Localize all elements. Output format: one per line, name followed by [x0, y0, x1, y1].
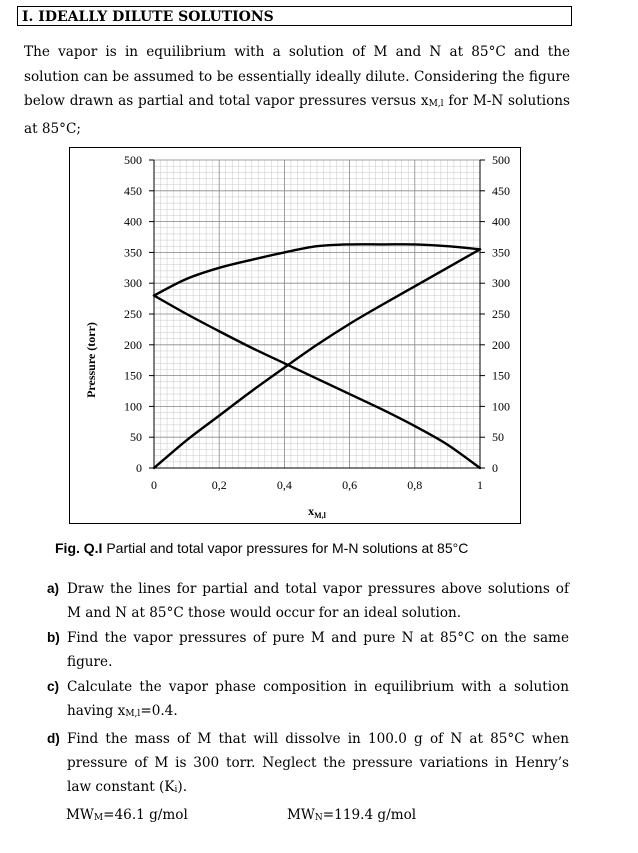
y-tick-label-left: 200 — [124, 337, 142, 352]
question-b — [47, 626, 569, 674]
y-tick-label-right: 150 — [492, 368, 510, 383]
x-tick-label: 0 — [151, 478, 157, 492]
question-b-label: b) — [47, 630, 60, 645]
y-tick-label-left: 0 — [136, 461, 142, 475]
y-tick-label-left: 100 — [124, 399, 142, 414]
intro-var-sub: M,l — [428, 99, 444, 109]
x-tick-labels — [151, 478, 483, 492]
molar-mass-m-value: =46.1 g/mol — [103, 807, 188, 823]
y-tick-label-right: 100 — [492, 399, 510, 414]
molar-mass-m — [66, 807, 188, 823]
question-c-var-sub: M,l — [125, 709, 141, 719]
question-c — [47, 675, 569, 726]
y-tick-label-left: 350 — [124, 245, 142, 260]
question-d — [47, 727, 569, 802]
y-tick-label-right: 50 — [492, 430, 504, 445]
y-tick-label-right: 350 — [492, 245, 510, 260]
question-b-text: Find the vapor pressures of pure M and pure N at 85°C on the same figure. — [67, 630, 569, 670]
question-list — [47, 577, 569, 802]
question-d-text-1: Find the mass of M that will dissolve in 100.0 g of N at 85°C when pressure of M is 300 torr. Neglect the pressure variations in Henry’s law constant (K — [67, 731, 569, 795]
y-tick-label-left: 450 — [124, 183, 142, 198]
intro-text-1: The vapor is in equilibrium with a solution of M and N at 85°C and the solution can be assumed to be essentially ideally dilute. Considering the figure below drawn as partial and total vapor pressures versus — [24, 44, 570, 109]
x-tick-label: 0,6 — [342, 478, 358, 492]
question-c-text-1: Calculate the vapor phase composition in equilibrium with a solution having — [67, 679, 569, 719]
molar-mass-n-prefix: MW — [287, 807, 315, 823]
x-axis-label-sub: M,l — [314, 511, 326, 520]
y-tick-label-right: 200 — [492, 337, 510, 352]
y-tick-label-left: 150 — [124, 368, 142, 383]
molar-mass-n-value: =119.4 g/mol — [322, 807, 417, 823]
x-axis-label-main: x — [308, 504, 315, 518]
question-a-text: Draw the lines for partial and total vapor pressures above solutions of M and N at 85°C those would occur for an ideal solution. — [67, 581, 569, 621]
y-tick-labels-right — [492, 153, 510, 475]
molar-mass-n-sub: N — [314, 813, 323, 823]
y-tick-label-left: 400 — [124, 214, 142, 229]
figure-frame — [69, 147, 521, 524]
x-tick-label: 0,2 — [211, 478, 227, 492]
caption-text: Partial and total vapor pressures for M-N solutions at 85°C — [102, 540, 469, 556]
molar-mass-m-prefix: MW — [66, 807, 94, 823]
section-title: I. IDEALLY DILUTE SOLUTIONS — [17, 6, 572, 26]
question-c-text-2: =0.4. — [140, 703, 178, 719]
y-tick-label-right: 500 — [492, 153, 510, 167]
molar-mass-m-sub: M — [93, 813, 104, 823]
y-tick-label-left: 500 — [124, 153, 142, 167]
y-axis-label: Pressure (torr) — [84, 322, 98, 398]
y-tick-label-right: 300 — [492, 276, 510, 291]
y-tick-label-left: 250 — [124, 307, 142, 321]
y-tick-label-left: 300 — [124, 276, 142, 291]
x-tick-label: 1 — [477, 478, 483, 492]
y-tick-label-left: 50 — [130, 430, 142, 445]
x-tick-label: 0,4 — [276, 478, 292, 492]
y-tick-labels-left — [124, 153, 142, 475]
question-d-text-2: ). — [177, 779, 188, 795]
molar-mass-n — [287, 807, 416, 823]
x-tick-label: 0,8 — [407, 478, 423, 492]
question-d-label: d) — [47, 731, 60, 746]
intro-text-2: for M-N solutions at 85°C; — [24, 93, 570, 137]
y-tick-label-right: 0 — [492, 461, 498, 475]
question-d-sub: i — [174, 785, 178, 795]
intro-var: x — [420, 93, 429, 109]
y-tick-label-right: 450 — [492, 183, 510, 198]
caption-label: Fig. Q.I — [55, 540, 103, 556]
x-axis-label — [308, 504, 327, 520]
intro-paragraph — [24, 40, 570, 141]
question-c-var: x — [117, 703, 126, 719]
figure-caption — [55, 540, 468, 556]
question-c-label: c) — [47, 679, 60, 694]
question-a-label: a) — [47, 581, 60, 596]
y-tick-label-right: 250 — [492, 307, 510, 321]
vapor-pressure-chart — [70, 148, 522, 525]
y-tick-label-right: 400 — [492, 214, 510, 229]
question-a — [47, 577, 569, 625]
